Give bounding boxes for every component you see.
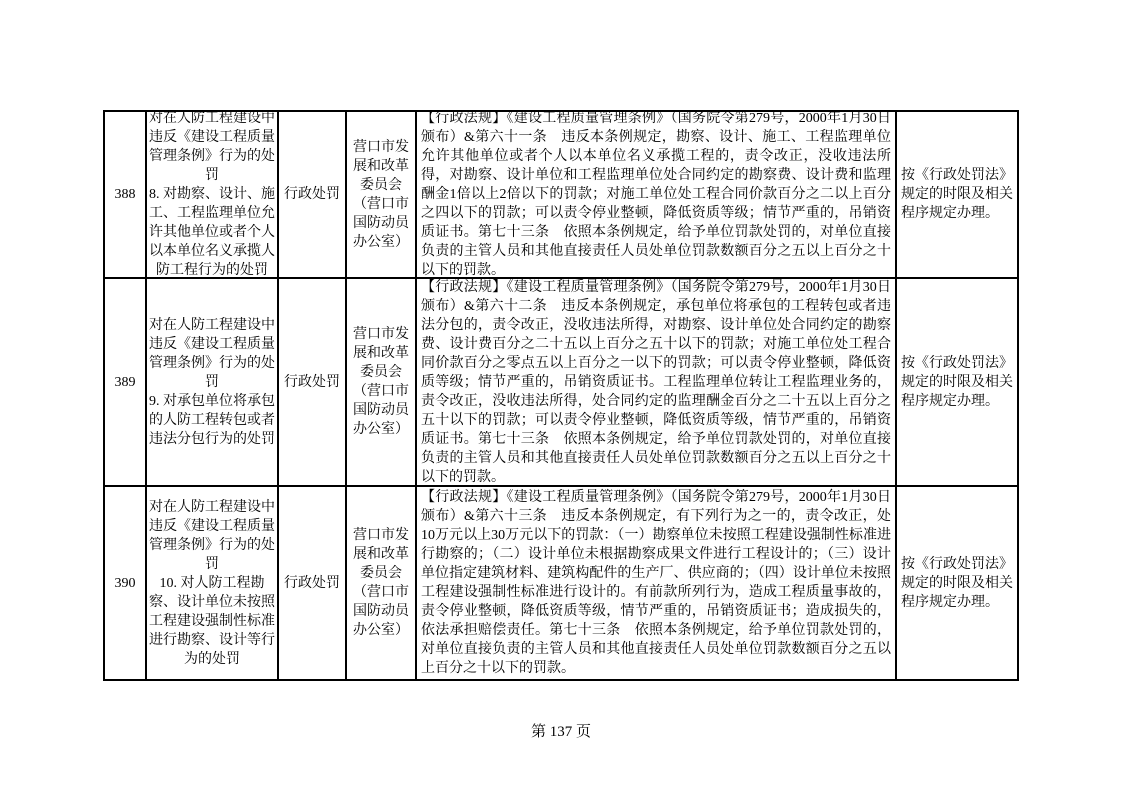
procedure-text: 按《行政处罚法》规定的时限及相关程序规定办理。 [901,556,1013,610]
table-row [105,112,1017,277]
punishment-type-text: 行政处罚 [284,374,340,390]
legal-basis-text: 【行政法规】《建设工程质量管理条例》（国务院令第279号，2000年1月30日颁布）&第六十一条 违反本条例规定，勘察、设计、施工、工程监理单位允许其他单位或者个人以本单位名义承揽工程的，责令改正，没收违法所得，对勘察、设计单位和工程监理单位处合同约定的勘察费、设计费和监理酬金1倍以上2倍以下的罚款；对施工单位处工程合同价款百分之二以上百分之四以下的罚款；可以责令停业整顿，降低资质等级；情节严重的，吊销资质证书。第七十三条 依照本条例规定，给予单位罚款处罚的，对单位直接负责的主管人员和其他直接责任人员处单位罚款数额百分之五以上百分之十以下的罚款。 [421,112,891,277]
punishment-item-title: 对在人防工程建设中违反《建设工程质量管理条例》行为的处罚 [149,499,275,572]
legal-basis-cell [415,112,895,277]
punishment-type-text: 行政处罚 [284,575,340,591]
row-number [105,279,145,485]
procedure-text: 按《行政处罚法》规定的时限及相关程序规定办理。 [901,355,1013,409]
punishment-item-detail: 10. 对人防工程勘察、设计单位未按照工程建设强制性标准进行勘察、设计等行为的处罚 [149,575,275,667]
row-number-text: 388 [114,187,136,202]
punishment-type-text: 行政处罚 [284,187,340,202]
page-number: 第 137 页 [530,724,591,740]
punishment-item-title: 对在人防工程建设中违反《建设工程质量管理条例》行为的处罚 [149,317,275,390]
table-row [105,485,1017,679]
punishment-item-cell [145,112,277,277]
legal-basis-text: 【行政法规】《建设工程质量管理条例》（国务院令第279号，2000年1月30日颁布）&第六十二条 违反本条例规定，承包单位将承包的工程转包或者违法分包的，责令改正，没收违法所得，对勘察、设计单位处合同约定的勘察费、设计费百分之二十五以上百分之五十以下的罚款；对施工单位处工程合同价款百分之零点五以上百分之一以下的罚款；可以责令停业整顿，降低资质等级；情节严重的，吊销资质证书。工程监理单位转让工程监理业务的，责令改正，没收违法所得，处合同约定的监理酬金百分之二十五以上百分之五十以下的罚款；可以责令停业整顿，降低资质等级，情节严重的，吊销资质证书。第七十三条 依照本条例规定，给予单位罚款处罚的，对单位直接负责的主管人员和其他直接责任人员处单位罚款数额百分之五以上百分之十以下的罚款。 [421,279,891,485]
agency-cell [345,112,415,277]
punishment-item-cell [145,487,277,679]
agency-text: 营口市发展和改革委员会（营口市国防动员办公室） [353,327,409,437]
row-number-text: 390 [114,575,136,591]
row-number [105,112,145,277]
row-number-text: 389 [114,374,136,390]
punishment-item-cell [145,279,277,485]
agency-cell [345,487,415,679]
agency-text: 营口市发展和改革委员会（营口市国防动员办公室） [353,528,409,638]
legal-basis-text: 【行政法规】《建设工程质量管理条例》（国务院令第279号，2000年1月30日颁布）&第六十三条 违反本条例规定，有下列行为之一的，责令改正，处10万元以上30万元以下的罚款：（一）勘察单位未按照工程建设强制性标准进行勘察的；（二）设计单位未根据勘察成果文件进行工程设计的；（三）设计单位指定建筑材料、建筑构配件的生产厂、供应商的；（四）设计单位未按照工程建设强制性标准进行设计的。有前款所列行为，造成工程质量事故的，责令停业整顿，降低资质等级，情节严重的，吊销资质证书；造成损失的，依法承担赔偿责任。第七十三条 依照本条例规定，给予单位罚款处罚的，对单位直接负责的主管人员和其他直接责任人员处单位罚款数额百分之五以上百分之十以下的罚款。 [421,490,891,676]
procedure-cell [895,112,1017,277]
table-row [105,277,1017,485]
punishment-item-detail: 9. 对承包单位将承包的人防工程转包或者违法分包行为的处罚 [149,393,275,447]
punishment-type-cell [277,487,345,679]
procedure-cell [895,279,1017,485]
punishment-item-title: 对在人防工程建设中违反《建设工程质量管理条例》行为的处罚 [149,112,275,183]
agency-text: 营口市发展和改革委员会（营口市国防动员办公室） [353,139,409,250]
legal-basis-cell [415,487,895,679]
punishment-items-table [103,110,1019,681]
procedure-cell [895,487,1017,679]
procedure-text: 按《行政处罚法》规定的时限及相关程序规定办理。 [901,168,1013,221]
punishment-type-cell [277,279,345,485]
punishment-item-detail: 8. 对勘察、设计、施工、工程监理单位允许其他单位或者个人以本单位名义承揽人防工程行为的处罚 [149,187,275,277]
row-number [105,487,145,679]
punishment-type-cell [277,112,345,277]
agency-cell [345,279,415,485]
legal-basis-cell [415,279,895,485]
